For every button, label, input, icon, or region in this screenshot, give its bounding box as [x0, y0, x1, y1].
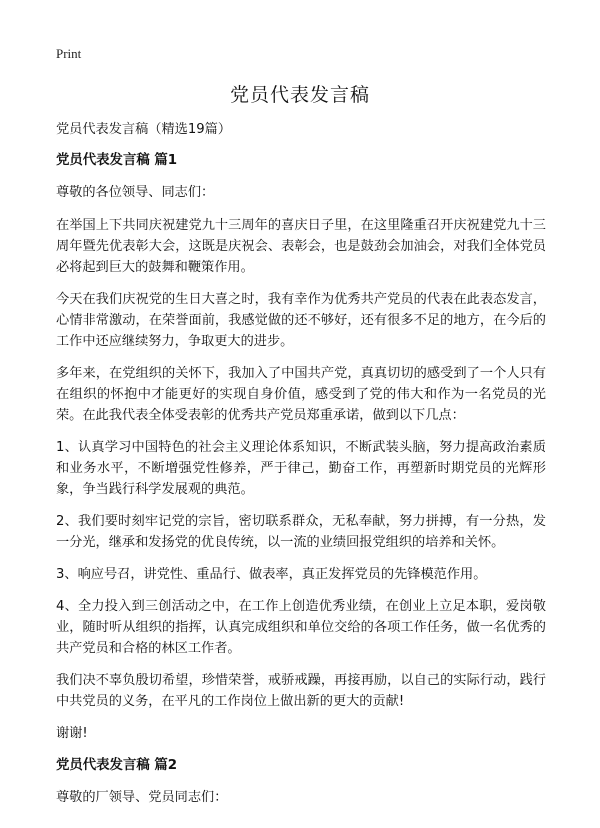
- page-title: 党员代表发言稿: [229, 84, 370, 106]
- closing-thanks: 谢谢!: [56, 726, 88, 741]
- paragraph: 3、响应号召，讲党性、重品行、做表率，真正发挥党员的先锋模范作用。: [56, 567, 487, 582]
- section-heading-1: 党员代表发言稿 篇1: [56, 153, 178, 168]
- section-greeting-1: 尊敬的各位领导、同志们：: [56, 185, 215, 200]
- print-link[interactable]: Print: [56, 46, 82, 61]
- paragraph: 我们决不辜负殷切希望，珍惜荣誉，戒骄戒躁，再接再励，以自己的实际行动，践行中共党员的义务，在平凡的工作岗位上做出新的更大的贡献!: [56, 673, 546, 709]
- paragraph: 1、认真学习中国特色的社会主义理论体系知识，不断武装头脑，努力提高政治素质和业务水平，不断增强党性修养，严于律己，勤奋工作，再塑新时期党员的光辉形象，争当践行科学发展观的典范。: [56, 440, 546, 497]
- paragraph: 今天在我们庆祝党的生日大喜之时，我有幸作为优秀共产党员的代表在此表态发言，心情非常激动，在荣誉面前，我感觉做的还不够好，还有很多不足的地方，在今后的工作中还应继续努力，争取更大的进步。: [56, 292, 546, 349]
- section-heading-2: 党员代表发言稿 篇2: [56, 758, 178, 773]
- paragraph: 多年来，在党组织的关怀下，我加入了中国共产党，真真切切的感受到了一个人只有在组织的怀抱中才能更好的实现自身价值，感受到了党的伟大和作为一名党员的光荣。在此我代表全体受表彰的优秀共产党员郑重承诺，做到以下几点：: [56, 366, 546, 423]
- paragraph: 4、全力投入到三创活动之中，在工作上创造优秀业绩，在创业上立足本职，爱岗敬业，随时听从组织的指挥，认真完成组织和单位交给的各项工作任务，做一名优秀的共产党员和合格的林区工作者。: [56, 599, 546, 656]
- article-subtitle: 党员代表发言稿（精选19篇）: [56, 122, 232, 137]
- paragraph: 2、我们要时刻牢记党的宗旨，密切联系群众，无私奉献，努力拼搏，有一分热，发一分光，继承和发扬党的优良传统，以一流的业绩回报党组织的培养和关怀。: [56, 514, 546, 550]
- article-body: [56, 119, 546, 820]
- section-greeting-2: 尊敬的厂领导、党员同志们：: [56, 790, 228, 805]
- paragraph: 在举国上下共同庆祝建党九十三周年的喜庆日子里，在这里隆重召开庆祝建党九十三周年暨先优表彰大会，这既是庆祝会、表彰会，也是鼓劲会加油会，对我们全体党员必将起到巨大的鼓舞和鞭策作用。: [56, 218, 546, 275]
